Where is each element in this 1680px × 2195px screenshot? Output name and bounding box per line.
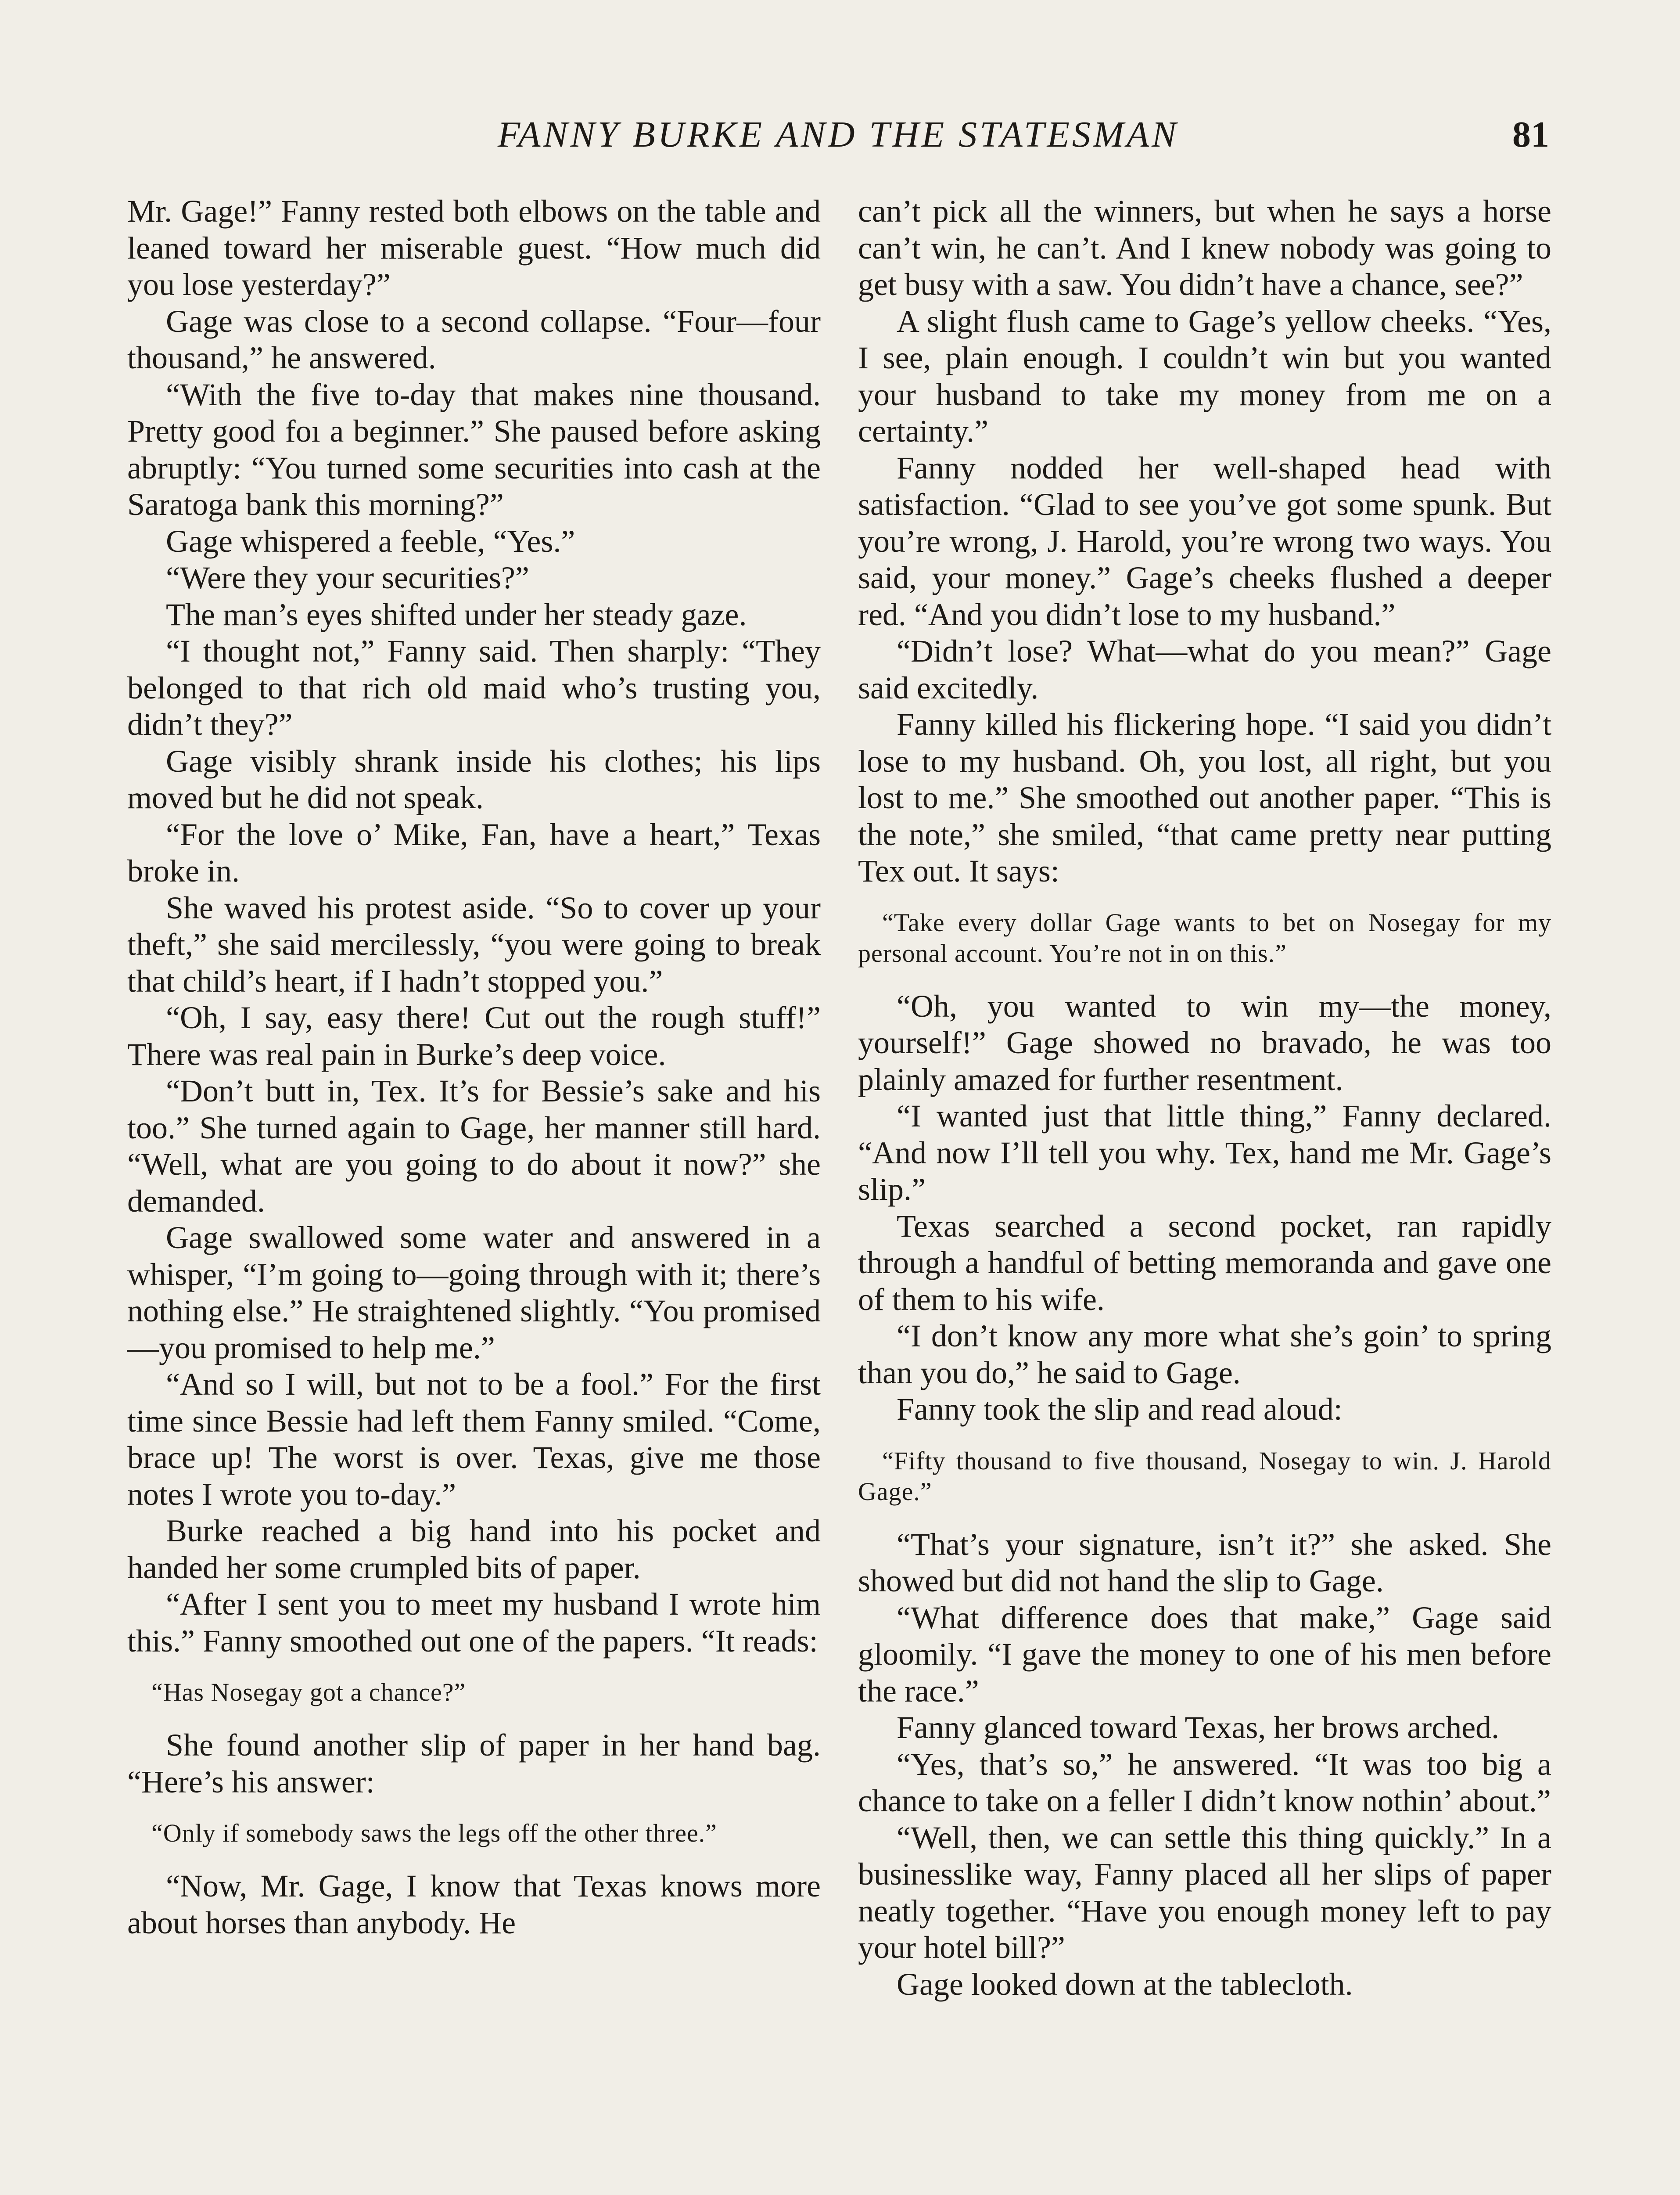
right-text-column bbox=[858, 193, 1551, 2003]
paragraph: “With the five to-day that makes nine thousand. Pretty good foı a beginner.” She paused before asking abruptly: “You turned some securities into cash at the Saratoga bank this morning?” bbox=[127, 377, 821, 522]
paragraph: The man’s eyes shifted under her steady gaze. bbox=[166, 597, 747, 632]
paragraph: “Yes, that’s so,” he answered. “It was too big a chance to take on a feller I didn’t know nothin’ about.” bbox=[858, 1746, 1551, 1818]
paragraph: Gage was close to a second collapse. “Four—four thousand,” he answered. bbox=[127, 303, 821, 375]
paragraph: A slight flush came to Gage’s yellow cheeks. “Yes, I see, plain enough. I couldn’t win but you wanted your husband to take my money from me on a certainty.” bbox=[858, 303, 1551, 449]
paragraph: “Oh, you wanted to win my—the money, yourself!” Gage showed no bravado, he was too plainly amazed for further resentment. bbox=[858, 988, 1551, 1097]
paragraph: “Oh, I say, easy there! Cut out the rough stuff!” There was real pain in Burke’s deep voice. bbox=[127, 1000, 821, 1072]
paragraph: Burke reached a big hand into his pocket and handed her some crumpled bits of paper. bbox=[127, 1513, 821, 1585]
paragraph: “I wanted just that little thing,” Fanny declared. “And now I’ll tell you why. Tex, hand me Mr. Gage’s slip.” bbox=[858, 1098, 1551, 1207]
paragraph: “What difference does that make,” Gage said gloomily. “I gave the money to one of his men before the race.” bbox=[858, 1600, 1551, 1709]
page-header bbox=[127, 113, 1549, 166]
quoted-note: “Fifty thousand to five thousand, Nosegay to win. J. Harold Gage.” bbox=[858, 1446, 1551, 1506]
paragraph: “Don’t butt in, Tex. It’s for Bessie’s sake and his too.” She turned again to Gage, her manner still hard. “Well, what are you going to do about it now?” she demanded. bbox=[127, 1073, 821, 1219]
paragraph: “I thought not,” Fanny said. Then sharply: “They belonged to that rich old maid who’s trusting you, didn’t they?” bbox=[127, 633, 821, 742]
paragraph: Gage looked down at the tablecloth. bbox=[897, 1966, 1353, 2002]
paragraph: She waved his protest aside. “So to cover up your theft,” she said mercilessly, “you were going to break that child’s heart, if I hadn’t stopped you.” bbox=[127, 890, 821, 999]
paragraph: Texas searched a second pocket, ran rapidly through a handful of betting memoranda and gave one of them to his wife. bbox=[858, 1208, 1551, 1317]
paragraph: “That’s your signature, isn’t it?” she asked. She showed but did not hand the slip to Gage. bbox=[858, 1526, 1551, 1598]
paragraph: “For the love o’ Mike, Fan, have a heart,” Texas broke in. bbox=[127, 817, 821, 889]
running-head: FANNY BURKE AND THE STATESMAN bbox=[497, 114, 1179, 155]
paragraph: “After I sent you to meet my husband I wrote him this.” Fanny smoothed out one of the papers. “It reads: bbox=[127, 1587, 821, 1659]
page-number: 81 bbox=[1512, 114, 1549, 155]
paragraph: Fanny glanced toward Texas, her brows arched. bbox=[897, 1710, 1500, 1745]
quoted-note: “Take every dollar Gage wants to bet on Nosegay for my personal account. You’re not in on this.” bbox=[858, 908, 1551, 968]
paragraph: Gage whispered a feeble, “Yes.” bbox=[166, 523, 575, 559]
paragraph: Fanny took the slip and read aloud: bbox=[897, 1392, 1343, 1427]
quoted-note: “Only if somebody saws the legs off the other three.” bbox=[151, 1819, 717, 1847]
left-text-column bbox=[127, 193, 821, 1941]
paragraph: “Were they your securities?” bbox=[166, 560, 529, 595]
paragraph: “And so I will, but not to be a fool.” For the first time since Bessie had left them Fanny smiled. “Come, brace up! The worst is over. Texas, give me those notes I wrote you to-day.” bbox=[127, 1367, 821, 1512]
paragraph: Mr. Gage!” Fanny rested both elbows on the table and leaned toward her miserable guest. “How much did you lose yesterday?” bbox=[127, 194, 821, 302]
paragraph: “Didn’t lose? What—what do you mean?” Gage said excitedly. bbox=[858, 633, 1551, 705]
paragraph: Fanny killed his flickering hope. “I said you didn’t lose to my husband. Oh, you lost, all right, but you lost to me.” She smoothed out another paper. “This is the note,” she smiled, “that came pretty near putting Tex out. It says: bbox=[858, 707, 1551, 889]
paragraph: Fanny nodded her well-shaped head with satisfaction. “Glad to see you’ve got some spunk. But you’re wrong, J. Harold, you’re wrong two ways. You said, your money.” Gage’s cheeks flushed a deeper red. “And you didn’t lose to my husband.” bbox=[858, 450, 1551, 632]
paragraph: “I don’t know any more what she’s goin’ to spring than you do,” he said to Gage. bbox=[858, 1318, 1551, 1390]
paragraph: Gage swallowed some water and answered in a whisper, “I’m going to—going through with it; there’s nothing else.” He straightened slightly. “You promised—you promised to help me.” bbox=[127, 1220, 821, 1365]
paragraph: “Now, Mr. Gage, I know that Texas knows more about horses than anybody. He bbox=[127, 1868, 821, 1940]
paragraph: Gage visibly shrank inside his clothes; his lips moved but he did not speak. bbox=[127, 743, 821, 815]
paragraph: She found another slip of paper in her hand bag. “Here’s his answer: bbox=[127, 1727, 821, 1799]
paragraph: can’t pick all the winners, but when he says a horse can’t win, he can’t. And I knew nobody was going to get busy with a saw. You didn’t have a chance, see?” bbox=[858, 194, 1551, 302]
paragraph: “Well, then, we can settle this thing quickly.” In a businesslike way, Fanny placed all her slips of paper neatly together. “Have you enough money left to pay your hotel bill?” bbox=[858, 1820, 1551, 1965]
quoted-note: “Has Nosegay got a chance?” bbox=[151, 1678, 466, 1706]
